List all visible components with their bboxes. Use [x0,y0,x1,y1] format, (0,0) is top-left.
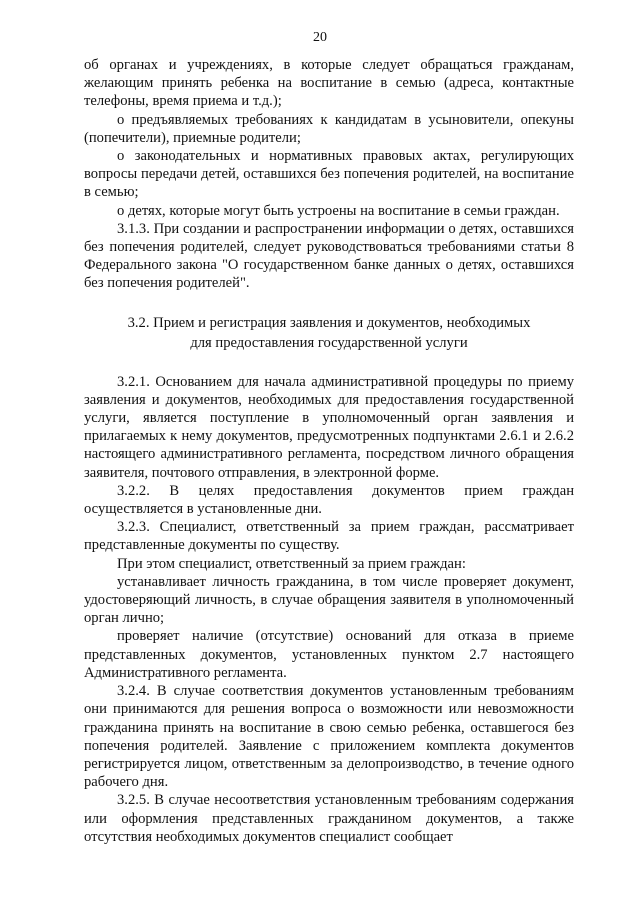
paragraph-8: 3.2.3. Специалист, ответственный за прием граждан, рассматривает представленные документы по существу. [84,519,574,554]
paragraph-1: об органах и учреждениях, в которые следует обращаться гражданам, желающим принять ребенка на воспитание в семью (адреса, контактные телефоны, время приема и т.д.); [84,57,574,110]
document-body [84,56,574,846]
section-heading [84,313,574,353]
paragraph-7: 3.2.2. В целях предоставления документов прием граждан осуществляется в установленные дни. [84,482,574,518]
paragraph-10: устанавливает личность гражданина, в том числе проверяет документ, удостоверяющий личность, в случае обращения заявителя в уполномоченный орган лично; [84,573,574,627]
paragraph-11: проверяет наличие (отсутствие) оснований для отказа в приеме представленных документов, установленных пунктом 2.7 настоящего Административного регламента. [84,628,574,681]
page-number: 20 [313,30,327,45]
paragraph-9: При этом специалист, ответственный за прием граждан: [117,555,466,572]
paragraph-13: 3.2.5. В случае несоответствия установленным требованиям содержания или оформления представленных гражданином документов, а также отсутствия необходимых документов специалист сообщает [84,792,574,845]
section-heading-line-1: 3.2. Прием и регистрация заявления и документов, необходимых [127,314,531,331]
paragraph-6: 3.2.1. Основанием для начала административной процедуры по приему заявления и документов, необходимых для предоставления государственной услуги, является поступление в уполномоченный орган заявления и прилагаемых к нему документов, предусмотренных подпунктами 2.6.1 и 2.6.2 настоящего административного регламента, посредством личного обращения заявителя, почтового отправления, в электронной форме. [84,373,574,481]
paragraph-4: о детях, которые могут быть устроены на воспитание в семьи граждан. [117,202,560,219]
paragraph-3: о законодательных и нормативных правовых актах, регулирующих вопросы передачи детей, оставшихся без попечения родителей, на воспитание в семью; [84,148,574,201]
section-heading-line-2: для предоставления государственной услуги [190,334,468,351]
paragraph-2: о предъявляемых требованиях к кандидатам в усыновители, опекуны (попечители), приемные родители; [84,111,574,146]
paragraph-5: 3.1.3. При создании и распространении информации о детях, оставшихся без попечения родителей, следует руководствоваться требованиями статьи 8 Федерального закона "О государственном банке данных о детях, оставшихся без попечения родителей". [84,220,574,292]
paragraph-12: 3.2.4. В случае соответствия документов установленным требованиям они принимаются для решения вопроса о возможности или невозможности гражданина принять на воспитание в свою семью ребенка, оставшегося без попечения родителей. Заявление с приложением комплекта документов регистрируется лицом, ответственным за делопроизводство, в течение одного рабочего дня. [84,683,574,791]
